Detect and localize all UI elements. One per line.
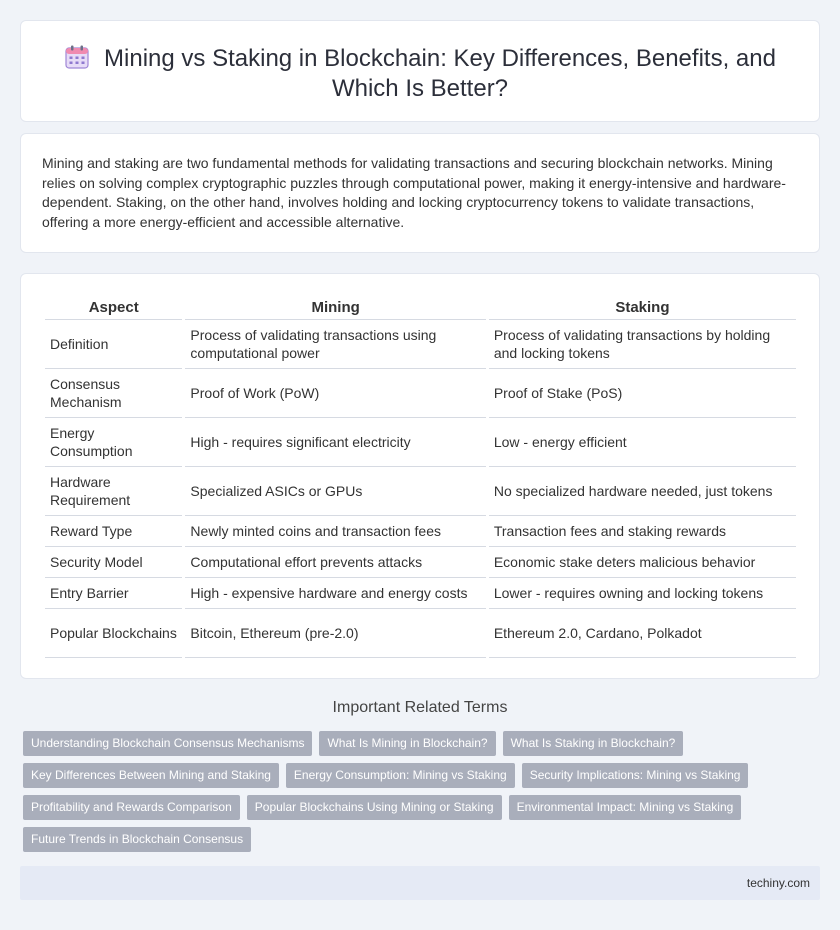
aspect-cell: Security Model [45,547,182,578]
intro-paragraph: Mining and staking are two fundamental methods for validating transactions and securing blockchain networks. Mining relies on solving complex cryptographic puzzles through computational power, making it energy-intensive and hardware-dependent. Staking, on the other hand, involves holding and locking cryptocurrency tokens to validate transactions, offering a more energy-efficient and accessible alternative. [42,155,786,230]
aspect-cell: Energy Consumption [45,418,182,467]
related-term-tag[interactable]: What Is Staking in Blockchain? [503,731,684,756]
related-term-tag[interactable]: Popular Blockchains Using Mining or Staking [247,795,502,820]
mining-cell: Specialized ASICs or GPUs [185,467,485,516]
comparison-card [20,273,820,679]
table-row [45,516,796,547]
staking-cell: Ethereum 2.0, Cardano, Polkadot [489,609,796,658]
aspect-cell: Consensus Mechanism [45,369,182,418]
mining-cell: High - requires significant electricity [185,418,485,467]
table-row [45,369,796,418]
staking-cell: Economic stake deters malicious behavior [489,547,796,578]
aspect-cell: Reward Type [45,516,182,547]
related-term-tag[interactable]: Profitability and Rewards Comparison [23,795,240,820]
related-term-tag[interactable]: Security Implications: Mining vs Staking [522,763,749,788]
calendar-grid-icon [64,44,90,70]
page-title-row [61,44,779,104]
aspect-cell: Entry Barrier [45,578,182,609]
staking-cell: Proof of Stake (PoS) [489,369,796,418]
mining-cell: High - expensive hardware and energy costs [185,578,485,609]
aspect-cell: Hardware Requirement [45,467,182,516]
page-title: Mining vs Staking in Blockchain: Key Differences, Benefits, and Which Is Better? [104,45,776,102]
staking-cell: No specialized hardware needed, just tokens [489,467,796,516]
related-term-tag[interactable]: Future Trends in Blockchain Consensus [23,827,251,852]
table-row [45,578,796,609]
table-row [45,467,796,516]
comparison-table [42,298,799,658]
header-staking: Staking [489,298,796,320]
related-term-tag[interactable]: Environmental Impact: Mining vs Staking [509,795,742,820]
intro-card [20,133,820,253]
mining-cell: Newly minted coins and transaction fees [185,516,485,547]
aspect-cell: Definition [45,320,182,369]
footer [20,866,820,900]
title-card [20,20,820,122]
table-row [45,418,796,467]
staking-cell: Low - energy efficient [489,418,796,467]
related-terms-heading: Important Related Terms [332,699,508,716]
mining-cell: Computational effort prevents attacks [185,547,485,578]
mining-cell: Process of validating transactions using computational power [185,320,485,369]
header-aspect: Aspect [45,298,182,320]
staking-cell: Transaction fees and staking rewards [489,516,796,547]
table-row [45,320,796,369]
related-term-tag[interactable]: Key Differences Between Mining and Staking [23,763,279,788]
table-header-row [45,298,796,320]
table-row [45,547,796,578]
aspect-cell: Popular Blockchains [45,609,182,658]
staking-cell: Process of validating transactions by holding and locking tokens [489,320,796,369]
table-row [45,609,796,658]
site-credit[interactable]: techiny.com [746,876,810,890]
mining-cell: Proof of Work (PoW) [185,369,485,418]
related-terms-list [23,731,783,852]
header-mining: Mining [185,298,485,320]
staking-cell: Lower - requires owning and locking tokens [489,578,796,609]
related-term-tag[interactable]: Understanding Blockchain Consensus Mechanisms [23,731,312,756]
mining-cell: Bitcoin, Ethereum (pre-2.0) [185,609,485,658]
related-term-tag[interactable]: What Is Mining in Blockchain? [319,731,495,756]
related-term-tag[interactable]: Energy Consumption: Mining vs Staking [286,763,515,788]
